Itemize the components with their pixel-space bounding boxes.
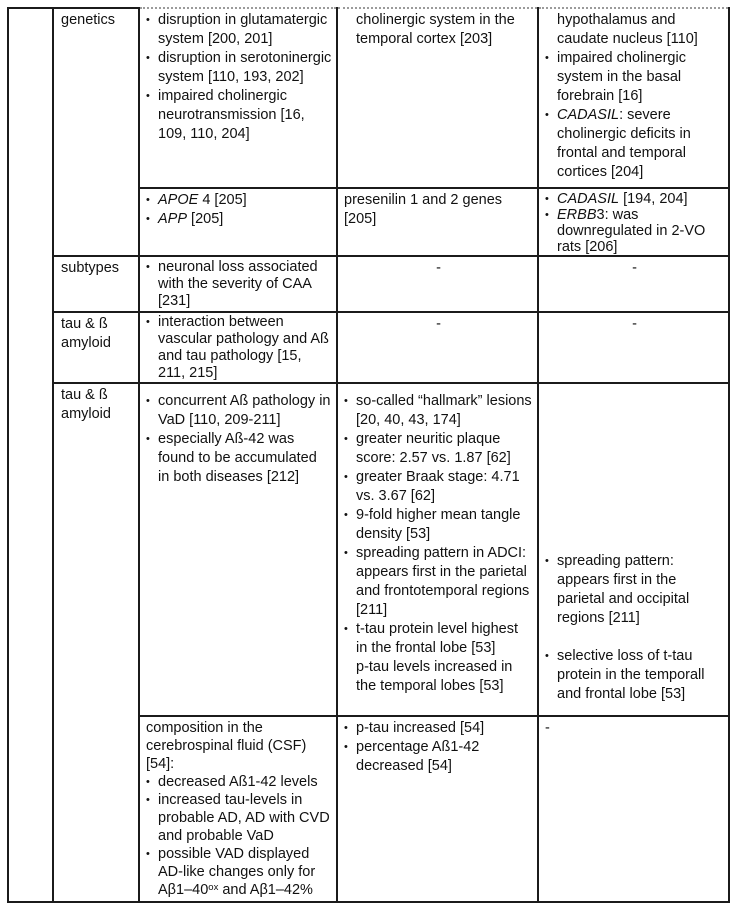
item-text: subtypes [61, 260, 120, 276]
list-item [344, 191, 533, 229]
cell-csf-col1 [140, 717, 336, 901]
item-text: CADASIL: severe cholinergic deficits in frontal and temporal cortices [204] [557, 107, 691, 180]
item-text: APP [205] [158, 211, 224, 227]
list-item [344, 430, 533, 468]
cell-tau-amyloid1-col1 [140, 313, 336, 382]
item-text: neuronal loss associated with the severity of CAA [231] [158, 259, 318, 309]
list-item [344, 658, 533, 696]
list-item [344, 315, 533, 334]
list-item [61, 11, 134, 30]
list-item [146, 87, 332, 144]
list-item [146, 773, 332, 791]
cell-csf-col3 [539, 717, 728, 901]
bullet-icon: • [146, 776, 150, 788]
item-text: cholinergic system in the temporal cortex [203] [356, 12, 515, 47]
list-item [344, 620, 533, 658]
list-item [61, 386, 134, 424]
bullet-icon: • [344, 741, 348, 753]
cell-tau-amyloid2-col3 [539, 384, 728, 715]
italic-text: ERBB [557, 207, 597, 223]
bullet-icon: • [146, 52, 150, 64]
list-item [545, 191, 724, 207]
bullet-icon: • [146, 261, 150, 273]
bullet-icon: • [146, 90, 150, 102]
italic-text: APP [158, 211, 188, 227]
list-item [545, 259, 724, 278]
item-text: composition in the cerebrospinal fluid (CSF) [54]: [146, 720, 307, 772]
item-text: so-called “hallmark” lesions [20, 40, 43, 174] [356, 393, 532, 428]
list-item [61, 259, 134, 278]
bullet-icon: • [545, 209, 549, 221]
item-text: increased tau-levels in probable AD, AD with CVD and probable VaD [158, 792, 330, 844]
item-text: t-tau protein level highest in the frontal lobe [53] [356, 621, 519, 656]
cell-subtypes-col2 [338, 257, 537, 311]
row-label-tau-amyloid-2 [54, 384, 138, 901]
list-item [344, 392, 533, 430]
item-text: - [632, 260, 637, 276]
bullet-icon: • [146, 794, 150, 806]
list-item [146, 191, 332, 210]
list-item [146, 392, 332, 430]
list-item [545, 647, 724, 704]
italic-text: CADASIL [557, 107, 620, 123]
cell-genetics-genes-col1 [140, 189, 336, 255]
item-text: tau & ß amyloid [61, 387, 111, 422]
item-text: greater neuritic plaque score: 2.57 vs. 1.87 [62] [356, 431, 511, 466]
cell-tau-amyloid1-col2 [338, 313, 537, 382]
item-text: - [545, 720, 550, 736]
item-text: tau & ß amyloid [61, 316, 111, 351]
list-item [344, 11, 533, 49]
list-item [545, 315, 724, 334]
item-text: impaired cholinergic system in the basal forebrain [16] [557, 50, 686, 104]
list-item [545, 11, 724, 49]
list-item [146, 719, 332, 773]
cell-subtypes-col1 [140, 257, 336, 311]
italic-text: CADASIL [557, 191, 620, 207]
item-text: decreased Aß1-42 levels [158, 774, 318, 790]
item-text: spreading pattern in ADCI: appears first in the parietal and frontotemporal regions [211] [356, 545, 530, 618]
bullet-icon: • [545, 555, 549, 567]
item-text: greater Braak stage: 4.71 vs. 3.67 [62] [356, 469, 520, 504]
cell-subtypes-col3 [539, 257, 728, 311]
list-item [545, 552, 724, 628]
bullet-icon: • [146, 14, 150, 26]
item-text: CADASIL [194, 204] [557, 191, 688, 207]
cell-left-margin-column [9, 7, 52, 901]
row-label-genetics [54, 7, 138, 255]
list-item [146, 430, 332, 487]
item-text: possible VAD displayed AD-like changes only for $A\beta 1-40^{ox}$ and Aβ1–42% [158, 846, 316, 898]
item-text: impaired cholinergic neurotransmission [16, 109, 110, 204] [158, 88, 305, 142]
cell-tau-amyloid2-col1 [140, 384, 336, 715]
list-item [146, 49, 332, 87]
cell-tau-amyloid1-col3 [539, 313, 728, 382]
list-item [344, 506, 533, 544]
bullet-icon: • [146, 433, 150, 445]
list-item [344, 468, 533, 506]
list-item [344, 719, 533, 738]
item-text: - [436, 260, 441, 276]
cell-genetics-genes-col2 [338, 189, 537, 255]
cell-genetics-genes-col3 [539, 189, 728, 255]
bullet-icon: • [344, 471, 348, 483]
italic-text: APOE [158, 192, 199, 208]
item-text: p-tau levels increased in the temporal lobes [53] [356, 659, 513, 694]
item-text: disruption in serotoninergic system [110, 193, 202] [158, 50, 332, 85]
item-text: - [632, 316, 637, 332]
item-text: disruption in glutamatergic system [200, 201] [158, 12, 328, 47]
item-text: especially Aß-42 was found to be accumulated in both diseases [212] [158, 431, 317, 485]
row-label-subtypes [54, 257, 138, 311]
cell-genetics-mechanisms-col2 [338, 7, 537, 187]
item-text: selective loss of t-tau protein in the temporall and frontal lobe [53] [557, 648, 705, 702]
bullet-icon: • [545, 650, 549, 662]
item-text: presenilin 1 and 2 genes [205] [344, 192, 503, 227]
comparison-table [7, 7, 730, 903]
bullet-icon: • [344, 623, 348, 635]
list-item [146, 314, 332, 382]
bullet-icon: • [545, 109, 549, 121]
bullet-icon: • [344, 509, 348, 521]
item-text: concurrent Aß pathology in VaD [110, 209-211] [158, 393, 331, 428]
item-text: percentage Aß1-42 decreased [54] [356, 739, 480, 774]
list-item [344, 544, 533, 620]
cell-tau-amyloid2-col2 [338, 384, 537, 715]
cell-genetics-mechanisms-col3 [539, 7, 728, 187]
bullet-icon: • [344, 722, 348, 734]
bullet-icon: • [344, 395, 348, 407]
list-item [146, 210, 332, 229]
item-text: - [436, 316, 441, 332]
list-item [545, 49, 724, 106]
item-text: 9-fold higher mean tangle density [53] [356, 507, 521, 542]
item-text: ERBB3: was downregulated in 2-VO rats [206] [557, 207, 706, 255]
bullet-icon: • [545, 52, 549, 64]
bullet-icon: • [344, 547, 348, 559]
superscript-text: ox [208, 882, 219, 893]
list-item [545, 719, 724, 738]
list-item [146, 259, 332, 310]
bullet-icon: • [146, 395, 150, 407]
list-item [146, 11, 332, 49]
list-item [545, 106, 724, 182]
cell-csf-col2 [338, 717, 537, 901]
item-text: p-tau increased [54] [356, 720, 485, 736]
item-text: spreading pattern: appears first in the parietal and occipital regions [211] [557, 553, 690, 626]
item-text: interaction between vascular pathology and Aß and tau pathology [15, 211, 215] [158, 314, 329, 381]
list-item [146, 791, 332, 845]
list-item [344, 738, 533, 776]
bullet-icon: • [146, 848, 150, 860]
bullet-icon: • [146, 213, 150, 225]
bullet-icon: • [545, 193, 549, 205]
list-item [146, 845, 332, 901]
bullet-icon: • [344, 433, 348, 445]
item-text: genetics [61, 12, 116, 28]
list-item [344, 259, 533, 278]
list-item [545, 207, 724, 255]
list-item [61, 315, 134, 353]
bullet-icon: • [146, 316, 150, 328]
row-label-tau-amyloid-1 [54, 313, 138, 382]
item-text: APOE 4 [205] [158, 192, 247, 208]
bullet-icon: • [146, 194, 150, 206]
cell-genetics-mechanisms-col1 [140, 7, 336, 187]
item-text: hypothalamus and caudate nucleus [110] [557, 12, 698, 47]
